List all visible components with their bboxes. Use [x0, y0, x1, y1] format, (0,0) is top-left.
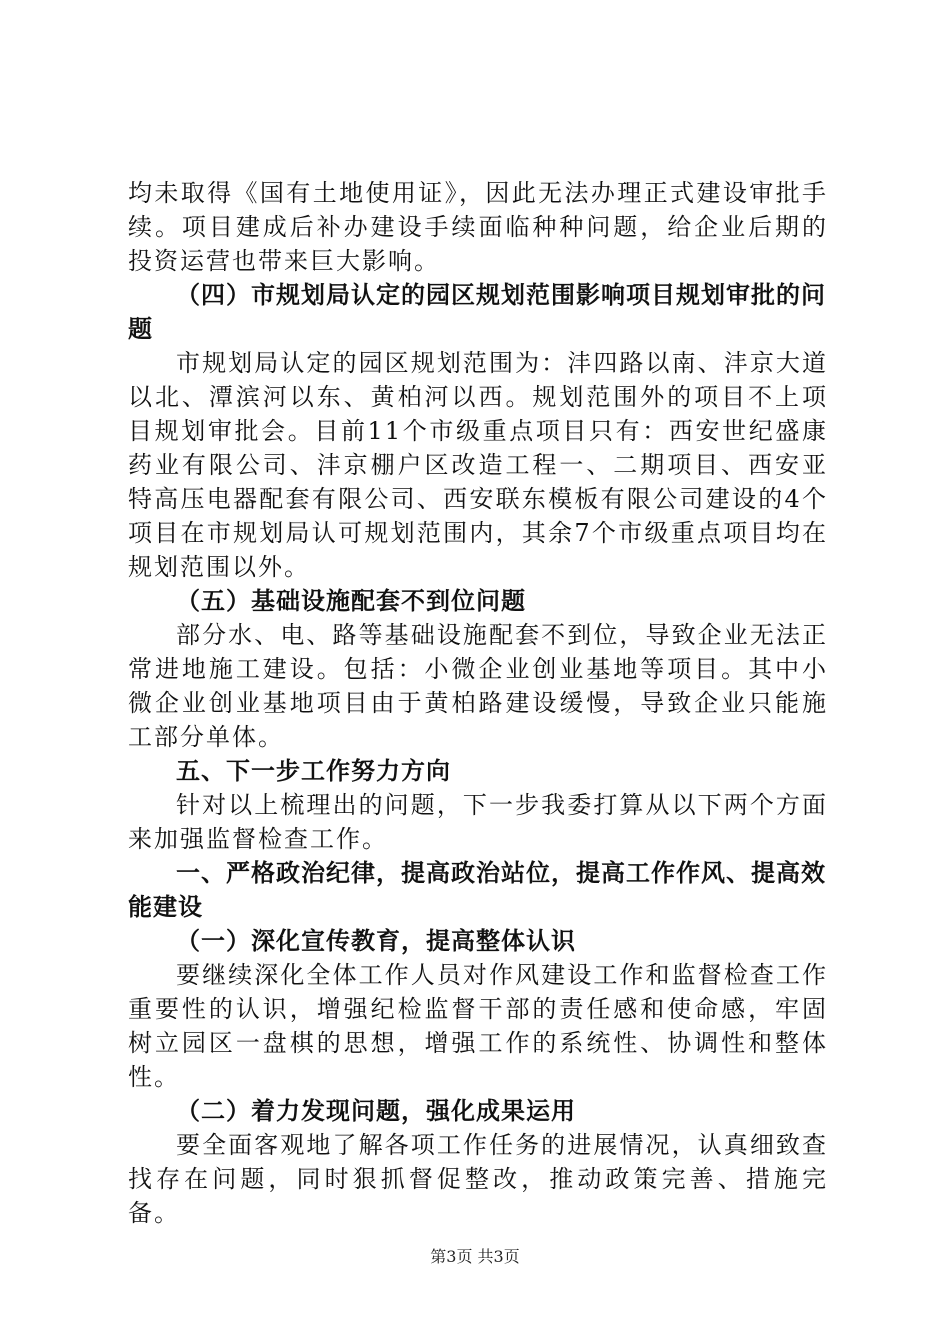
section-heading-education: （一）深化宣传教育，提高整体认识 — [176, 927, 576, 955]
section-heading-problems: （二）着力发现问题，强化成果运用 — [176, 1097, 576, 1125]
paragraph-infrastructure: 部分水、电、路等基础设施配套不到位，导致企业无法正常进地施工建设。包括：小微企业创业基地等项目。其中小微企业创业基地项目由于黄柏路建设缓慢，导致企业只能施工部分单体。 — [128, 621, 828, 751]
section-heading-4: （四）市规划局认定的园区规划范围影响项目规划审批的问题 — [128, 281, 826, 343]
paragraph-education: 要继续深化全体工作人员对作风建设工作和监督检查工作重要性的认识，增强纪检监督干部的责任感和使命感，牢固树立园区一盘棋的思想，增强工作的系统性、协调性和整体性。 — [128, 961, 828, 1091]
paragraph-next-steps-intro: 针对以上梳理出的问题，下一步我委打算从以下两个方面来加强监督检查工作。 — [128, 791, 828, 853]
section-heading-5: （五）基础设施配套不到位问题 — [176, 587, 526, 615]
document-body — [128, 176, 828, 1230]
paragraph-planning-scope: 市规划局认定的园区规划范围为：沣四路以南、沣京大道以北、潭滨河以东、黄柏河以西。规划范围外的项目不上项目规划审批会。目前11个市级重点项目只有：西安世纪盛康药业有限公司、沣京棚户区改造工程一、二期项目、西安亚特高压电器配套有限公司、西安联东模板有限公司建设的4个项目在市规划局认可规划范围内，其余7个市级重点项目均在规划范围以外。 — [128, 349, 828, 581]
paragraph-problems: 要全面客观地了解各项工作任务的进展情况，认真细致查找存在问题，同时狠抓督促整改，推动政策完善、措施完备。 — [128, 1131, 828, 1227]
page-number-footer: 第3页 共3页 — [430, 1247, 520, 1266]
paragraph-continuation: 均未取得《国有土地使用证》，因此无法办理正式建设审批手续。项目建成后补办建设手续面临种种问题，给企业后期的投资运营也带来巨大影响。 — [128, 179, 828, 275]
chapter-heading-discipline: 一、严格政治纪律，提高政治站位，提高工作作风、提高效能建设 — [128, 859, 826, 921]
chapter-heading-next-steps: 五、下一步工作努力方向 — [176, 757, 451, 785]
